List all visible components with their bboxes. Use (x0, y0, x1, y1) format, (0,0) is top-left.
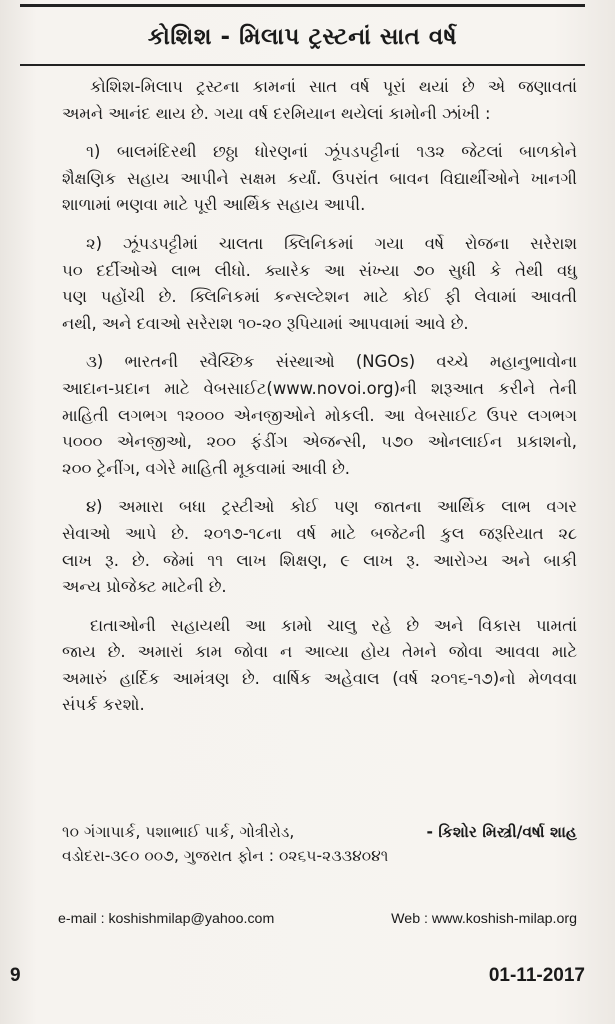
text-line: ૧) બાલમંદિરથી છઠ્ઠા ધોરણનાં ઝૂંપડપટ્ટીનાં ૧૩૨ જેટલાં બાળકોને (86, 142, 577, 162)
contact-line (58, 911, 577, 927)
website-text: Web : www.koshish-milap.org (391, 911, 577, 927)
address-line-2: વડોદરા-૩૯૦ ૦૦૭, ગુજરાત ફોન : ૦૨૬૫-૨૩૩૪૦૪૧ (62, 847, 389, 865)
issue-date: 01-11-2017 (488, 965, 585, 986)
text-line: ૨૦૦ ટ્રેનીંગ, વગેરે માહિતી મૂકવામાં આવી છે. (62, 458, 350, 478)
text-line: પણ પહોંચી છે. ક્લિનિકમાં કન્સલ્ટેશન માટે કોઈ ફી લેવામાં આવતી (62, 287, 577, 307)
text-line: અમને આનંદ થાય છે. ગયા વર્ષ દરમિયાન થયેલાં કામોની ઝાંખી : (62, 103, 491, 123)
page-number: 9 (10, 965, 21, 986)
signature-row-2 (62, 844, 577, 868)
top-rule (20, 4, 585, 7)
text-line: અન્ય પ્રોજેક્ટ માટેની છે. (62, 577, 227, 597)
text-line: સંપર્ક કરશો. (62, 695, 145, 715)
paragraph-point-3 (62, 349, 577, 482)
text-line: ૫૦ દર્દીઓએ લાભ લીધો. ક્યારેક આ સંખ્યા ૭૦ સુધી કે તેથી વધુ (62, 260, 577, 280)
page-footer (10, 965, 585, 987)
text-line: લાખ રૂ. છે. જેમાં ૧૧ લાખ શિક્ષણ, ૯ લાખ રૂ. આરોગ્ય અને બાકી (62, 550, 577, 570)
text-line: સેવાઓ આપે છે. ૨૦૧૭-૧૮ના વર્ષ માટે બજેટની કુલ જરૂરિયાત ૨૮ (62, 523, 577, 543)
text-line: જાય છે. અમારાં કામ જોવા ન આવ્યા હોય તેમને જોવા આવવા માટે (62, 642, 577, 662)
text-line: કોશિશ-મિલાપ ટ્રસ્ટના કામનાં સાત વર્ષ પૂરાં થયાં છે એ જણાવતાં (90, 77, 577, 96)
title-rule (20, 64, 585, 66)
article-body (62, 74, 577, 731)
text-line: અમારું હાર્દિક આમંત્રણ છે. વાર્ષિક અહેવાલ (વર્ષ ૨૦૧૬-૧૭)નો મેળવવા (62, 668, 577, 688)
author-names: - કિશોર મિસ્ત્રી/વર્ષા શાહ (426, 823, 577, 841)
text-line: ૩) ભારતની સ્વૈચ્છિક સંસ્થાઓ (NGOs) વચ્ચે મહાનુભાવોના (86, 352, 577, 372)
text-line: ૨) ઝૂંપડપટ્ટીમાં ચાલતા ક્લિનિકમાં ગયા વર્ષે રોજના સરેરાશ (86, 233, 577, 253)
paragraph-point-4 (62, 494, 577, 600)
paragraph-point-2 (62, 231, 577, 337)
paragraph-closing (62, 613, 577, 719)
paragraph-point-1 (62, 139, 577, 219)
text-line: આદાન-પ્રદાન માટે વેબસાઈટ(www.novoi.org)ની શરૂઆત કરીને તેની (62, 378, 577, 398)
text-line: શાળામાં ભણવા માટે પૂરી આર્થિક સહાય આપી. (62, 195, 366, 215)
text-line: માહિતી લગભગ ૧૨૦૦૦ એનજીઓને મોકલી. આ વેબસાઈટ ઉપર લગભગ (62, 405, 577, 425)
text-line: નથી, અને દવાઓ સરેરાશ ૧૦-૨૦ રૂપિયામાં આપવામાં આવે છે. (62, 313, 469, 333)
text-line: ૪) અમારા બધા ટ્રસ્ટીઓ કોઈ પણ જાતના આર્થિક લાભ વગર (86, 497, 577, 517)
paragraph-intro (62, 74, 577, 127)
article-title: કોશિશ - મિલાપ ટ્રસ્ટનાં સાત વર્ષ (147, 24, 458, 50)
address-line-1: ૧૦ ગંગાપાર્ક, પશાભાઈ પાર્ક, ગોત્રીરોડ, (62, 823, 295, 841)
text-line: ૫૦૦૦ એનજીઓ, ૨૦૦ ફંડીંગ એજન્સી, ૫૭૦ ઓનલાઈન પ્રકાશનો, (62, 432, 577, 452)
email-text: e-mail : koshishmilap@yahoo.com (58, 911, 275, 927)
text-line: દાતાઓની સહાયથી આ કામો ચાલુ રહે છે અને વિકાસ પામતાં (90, 615, 577, 635)
signature-row (62, 820, 577, 844)
signature-block (62, 820, 577, 868)
text-line: શૈક્ષણિક સહાય આપીને સક્ષમ કર્યાં. ઉપરાંત બાવન વિદ્યાર્થીઓને ખાનગી (62, 168, 577, 188)
